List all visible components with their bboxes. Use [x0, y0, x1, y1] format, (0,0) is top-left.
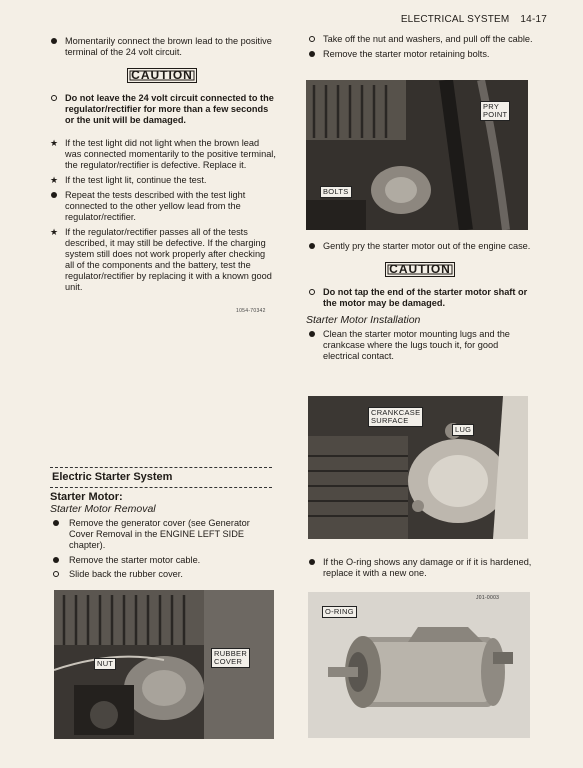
list-item — [50, 569, 272, 580]
right-column-mid — [306, 241, 534, 366]
star-icon: ★ — [49, 138, 59, 148]
bullet-icon — [48, 36, 60, 47]
bullet-icon — [50, 518, 62, 529]
bullet-icon — [306, 49, 318, 60]
subsection-heading: Starter Motor: — [50, 491, 123, 503]
removal-heading: Starter Motor Removal — [50, 503, 156, 515]
item-text: Slide back the rubber cover. — [69, 569, 183, 579]
item-text: Clean the starter motor mounting lugs and the crankcase where the lugs touch it, for good electrical contact. — [323, 329, 510, 361]
label-bolts: BOLTS — [320, 186, 352, 198]
section-title-header: ELECTRICAL SYSTEM — [400, 14, 510, 25]
list-item — [306, 329, 534, 362]
left-column — [48, 36, 276, 297]
list-item — [48, 227, 276, 293]
item-text: Take off the nut and washers, and pull off the cable. — [323, 34, 533, 44]
right-column-lower — [306, 557, 534, 583]
figure-code: J01-0003 — [476, 595, 500, 601]
caution-text: Do not leave the 24 volt circuit connected to the regulator/rectifier for more than a few seconds or the unit will be damaged. — [65, 93, 274, 125]
list-item — [306, 49, 534, 60]
list-item — [48, 138, 276, 171]
page-header — [393, 14, 547, 25]
caution-label: CAUTION — [127, 68, 197, 83]
figure-code: 1054-70342 — [236, 308, 266, 314]
starter-section — [50, 467, 272, 584]
photo-crankcase-lug — [308, 396, 528, 539]
caution-note — [48, 93, 276, 126]
label-lug: LUG — [452, 424, 474, 436]
page-number: 14-17 — [520, 14, 547, 25]
item-text: Remove the starter motor retaining bolts. — [323, 49, 490, 59]
list-item — [48, 190, 276, 223]
list-item — [306, 241, 534, 252]
star-icon: ★ — [49, 227, 59, 237]
list-item — [50, 518, 272, 551]
list-item — [50, 555, 272, 566]
bullet-icon — [306, 329, 318, 340]
caution-box — [48, 68, 276, 83]
label-pry-point: PRY POINT — [480, 101, 510, 121]
caution-box — [306, 262, 534, 277]
caution-note — [306, 287, 534, 309]
ring-bullet-icon — [48, 93, 60, 104]
ring-bullet-icon — [306, 287, 318, 298]
item-text: Repeat the tests described with the test light connected to the other yellow lead from the regulator/rectifier. — [65, 190, 246, 222]
item-text: If the test light lit, continue the test. — [65, 175, 207, 185]
item-text: If the O-ring shows any damage or if it is hardened, replace it with a new one. — [323, 557, 532, 578]
installation-heading: Starter Motor Installation — [306, 314, 421, 326]
item-text: Remove the starter motor cable. — [69, 555, 201, 565]
label-crankcase-surface: CRANKCASE SURFACE — [368, 407, 423, 427]
list-item — [306, 557, 534, 579]
list-item — [306, 34, 534, 45]
bullet-icon — [306, 241, 318, 252]
divider — [50, 487, 272, 488]
item-text: Remove the generator cover (see Generator Cover Removal in the ENGINE LEFT SIDE chapter). — [69, 518, 250, 550]
label-rubber-cover: RUBBER COVER — [211, 648, 250, 668]
ring-bullet-icon — [50, 569, 62, 580]
bullet-icon — [48, 190, 60, 201]
item-text: If the test light did not light when the brown lead was connected momentarily to the positive terminal, the regulator/rectifier is defective. Replace it. — [65, 138, 276, 170]
bullet-icon — [50, 555, 62, 566]
label-nut: NUT — [94, 658, 116, 670]
item-text: If the regulator/rectifier passes all of the tests described, it may still be defective. If the charging system still does not work properly after checking all of the components and the battery, test the regulator/rectifier by replacing it with a known good unit. — [65, 227, 272, 292]
bullet-icon — [306, 557, 318, 568]
list-item — [48, 175, 276, 186]
item-text: Gently pry the starter motor out of the engine case. — [323, 241, 531, 251]
section-heading: Electric Starter System — [52, 471, 173, 483]
star-icon: ★ — [49, 175, 59, 185]
caution-label: CAUTION — [385, 262, 455, 277]
photo-o-ring — [308, 592, 530, 738]
caution-text: Do not tap the end of the starter motor shaft or the motor may be damaged. — [323, 287, 528, 308]
list-item — [48, 36, 276, 58]
ring-bullet-icon — [306, 34, 318, 45]
right-column — [306, 34, 534, 64]
photo-nut-rubber-cover — [54, 590, 274, 739]
item-text: Momentarily connect the brown lead to the positive terminal of the 24 volt circuit. — [65, 36, 272, 57]
label-o-ring: O-RING — [322, 606, 357, 618]
photo-pry-point-bolts — [306, 80, 528, 230]
